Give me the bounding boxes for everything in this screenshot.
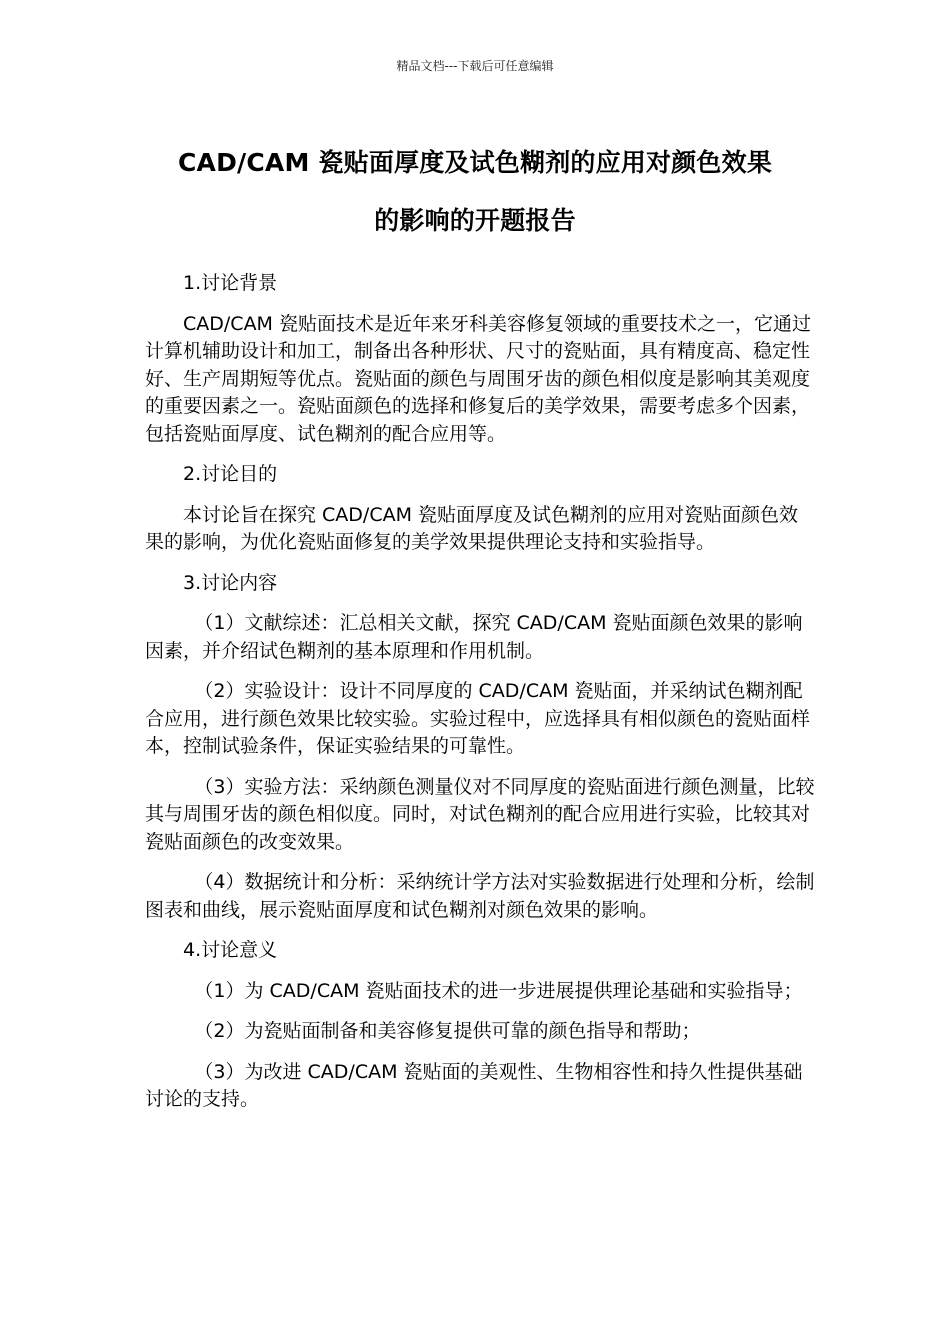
section-heading-significance: 4.讨论意义: [183, 939, 278, 961]
content-item-data-analysis: （4）数据统计和分析：采纳统计学方法对实验数据进行处理和分析，绘制图表和曲线，展示瓷贴面厚度和试色糊剂对颜色效果的影响。: [145, 871, 815, 921]
significance-item-theory: （1）为 CAD/CAM 瓷贴面技术的进一步进展提供理论基础和实验指导；: [194, 979, 803, 1002]
title-line-2: 的影响的开题报告: [374, 206, 576, 235]
content-item-literature-review: （1）文献综述：汇总相关文献，探究 CAD/CAM 瓷贴面颜色效果的影响因素，并介绍试色糊剂的基本原理和作用机制。: [145, 612, 803, 662]
page-header: 精品文档---下载后可任意编辑: [396, 59, 554, 73]
document-title: [120, 134, 830, 250]
title-line-1: CAD/CAM 瓷贴面厚度及试色糊剂的应用对颜色效果: [177, 148, 773, 177]
section-heading-content: 3.讨论内容: [183, 571, 278, 594]
background-paragraph: CAD/CAM 瓷贴面技术是近年来牙科美容修复领域的重要技术之一，它通过计算机辅助设计和加工，制备出各种形状、尺寸的瓷贴面，具有精度高、稳定性好、生产周期短等优点。瓷贴面的颜色与周围牙齿的颜色相似度是影响其美观度的重要因素之一。瓷贴面颜色的选择和修复后的美学效果，需要考虑多个因素，包括瓷贴面厚度、试色糊剂的配合应用等。: [145, 312, 811, 445]
significance-item-improvement: （3）为改进 CAD/CAM 瓷贴面的美观性、生物相容性和持久性提供基础讨论的支持。: [145, 1060, 803, 1110]
content-item-experiment-method: （3）实验方法：采纳颜色测量仪对不同厚度的瓷贴面进行颜色测量，比较其与周围牙齿的颜色相似度。同时，对试色糊剂的配合应用进行实验，比较其对瓷贴面颜色的改变效果。: [145, 775, 815, 853]
content-item-experiment-design: （2）实验设计：设计不同厚度的 CAD/CAM 瓷贴面，并采纳试色糊剂配合应用，进行颜色效果比较实验。实验过程中，应选择具有相似颜色的瓷贴面样本，控制试验条件，保证实验结果的可靠性。: [145, 680, 811, 757]
section-heading-purpose: 2.讨论目的: [183, 463, 278, 485]
significance-item-guidance: （2）为瓷贴面制备和美容修复提供可靠的颜色指导和帮助；: [194, 1020, 701, 1042]
purpose-paragraph: 本讨论旨在探究 CAD/CAM 瓷贴面厚度及试色糊剂的应用对瓷贴面颜色效果的影响，为优化瓷贴面修复的美学效果提供理论支持和实验指导。: [145, 503, 799, 553]
section-heading-background: 1.讨论背景: [183, 272, 278, 294]
document-body: [145, 270, 815, 1127]
